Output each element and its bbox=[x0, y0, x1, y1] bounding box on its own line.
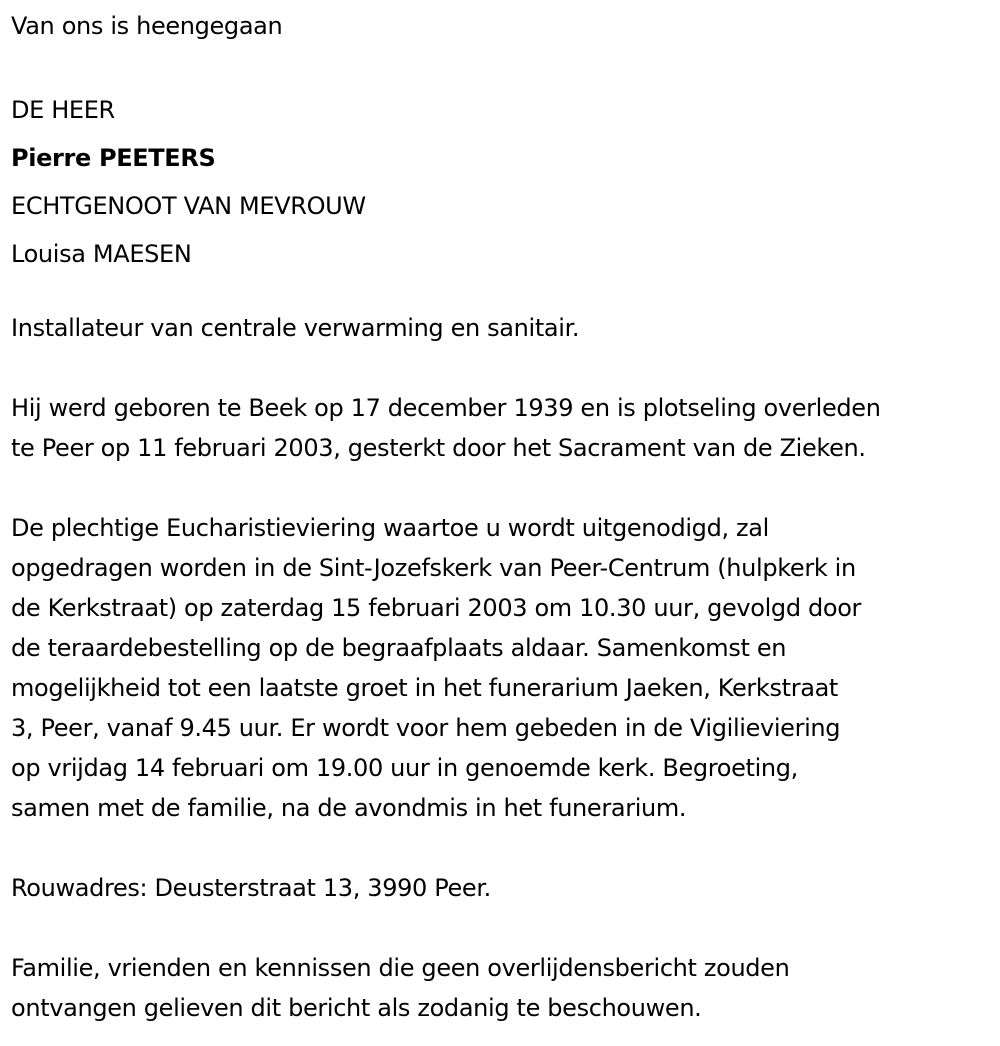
address-paragraph bbox=[11, 868, 990, 908]
ceremony-line: op vrijdag 14 februari om 19.00 uur in genoemde kerk. Begroeting, bbox=[11, 754, 798, 782]
intro-text: Van ons is heengegaan bbox=[11, 12, 283, 40]
ceremony-line: de Kerkstraat) op zaterdag 15 februari 2003 om 10.30 uur, gevolgd door bbox=[11, 594, 862, 622]
honorific: DE HEER bbox=[11, 96, 115, 124]
occupation-paragraph bbox=[11, 308, 990, 348]
ceremony-paragraph bbox=[11, 508, 990, 828]
ceremony-line: de teraardebestelling op de begraafplaats aldaar. Samenkomst en bbox=[11, 634, 787, 662]
birth-death-paragraph bbox=[11, 388, 990, 468]
spouse-name: Louisa MAESEN bbox=[11, 240, 192, 268]
mourning-address: Rouwadres: Deusterstraat 13, 3990 Peer. bbox=[11, 874, 491, 902]
birth-death-line: te Peer op 11 februari 2003, gesterkt door het Sacrament van de Zieken. bbox=[11, 434, 866, 462]
relation-label: ECHTGENOOT VAN MEVROUW bbox=[11, 192, 366, 220]
ceremony-line: 3, Peer, vanaf 9.45 uur. Er wordt voor hem gebeden in de Vigilieviering bbox=[11, 714, 841, 742]
ceremony-line: opgedragen worden in de Sint-Jozefskerk van Peer-Centrum (hulpkerk in bbox=[11, 554, 856, 582]
closing-paragraph bbox=[11, 948, 990, 1028]
deceased-block bbox=[11, 86, 990, 278]
closing-line: ontvangen gelieven dit bericht als zodanig te beschouwen. bbox=[11, 994, 702, 1022]
ceremony-line: samen met de familie, na de avondmis in het funerarium. bbox=[11, 794, 687, 822]
ceremony-line: De plechtige Eucharistieviering waartoe u wordt uitgenodigd, zal bbox=[11, 514, 769, 542]
closing-line: Familie, vrienden en kennissen die geen overlijdensbericht zouden bbox=[11, 954, 790, 982]
birth-death-line: Hij werd geboren te Beek op 17 december 1939 en is plotseling overleden bbox=[11, 394, 881, 422]
ceremony-line: mogelijkheid tot een laatste groet in het funerarium Jaeken, Kerkstraat bbox=[11, 674, 838, 702]
deceased-name: Pierre PEETERS bbox=[11, 144, 216, 172]
occupation-text: Installateur van centrale verwarming en sanitair. bbox=[11, 314, 580, 342]
